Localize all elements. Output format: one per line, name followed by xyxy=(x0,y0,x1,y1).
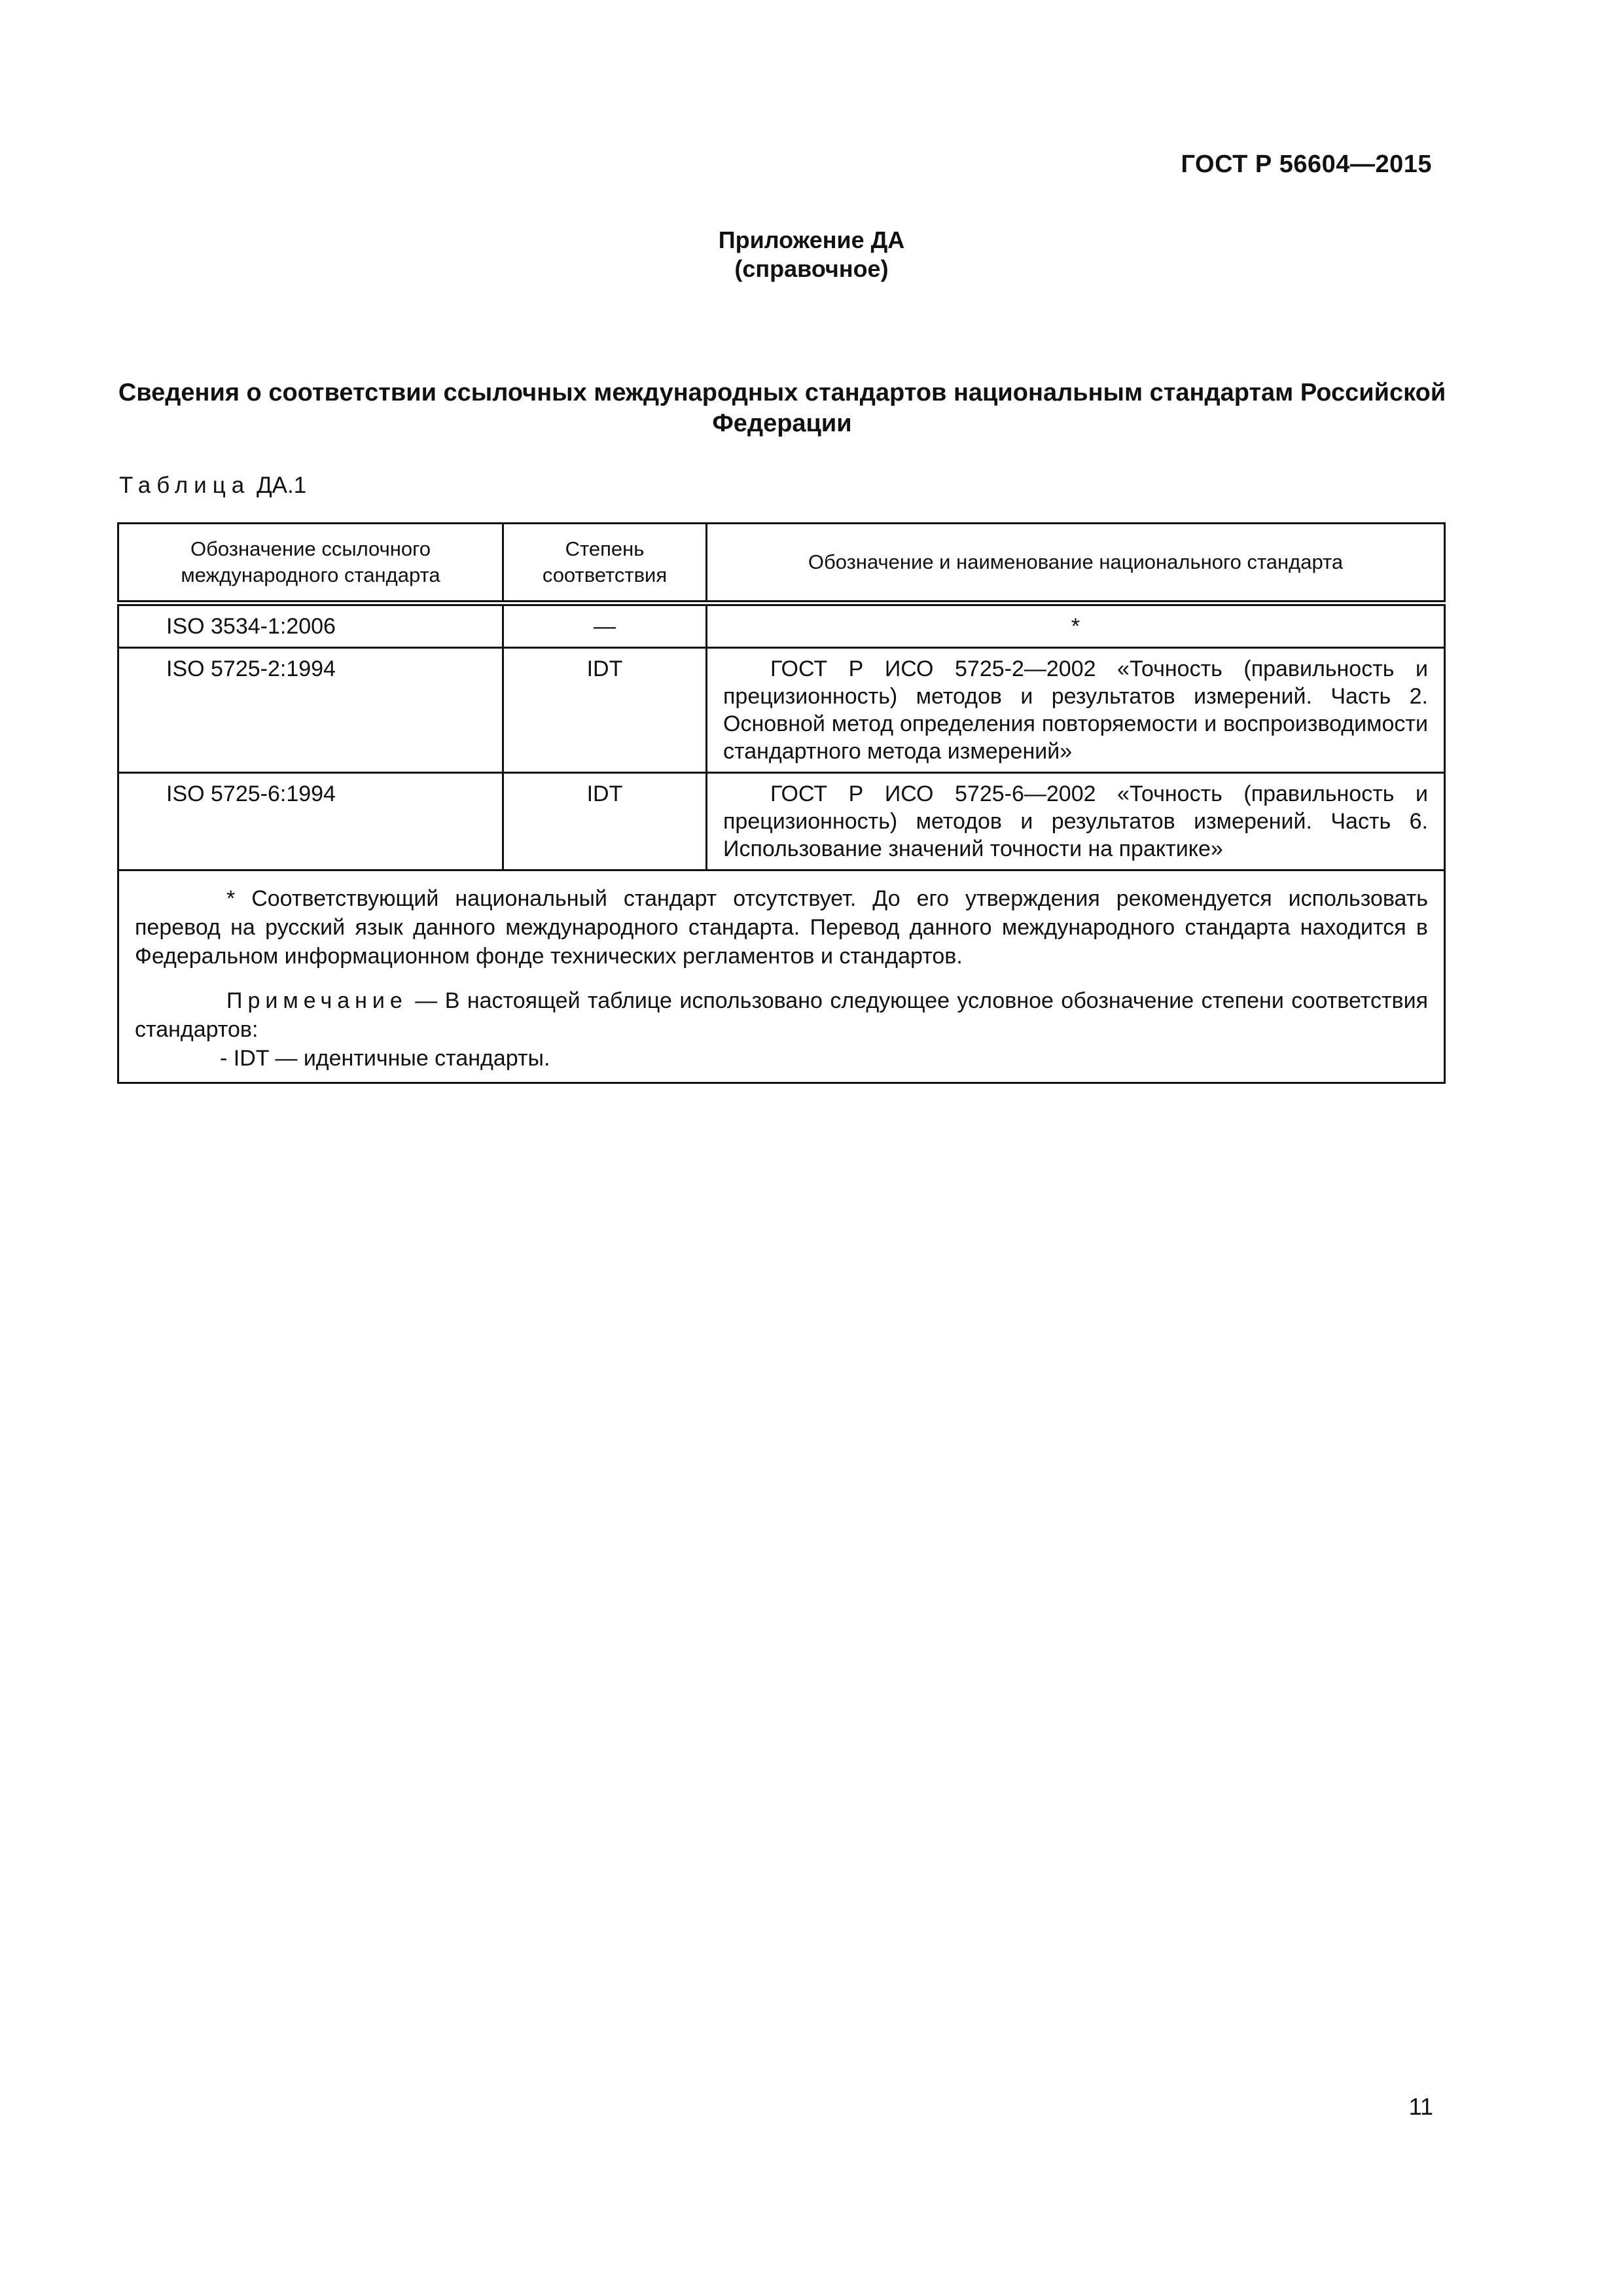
table-row xyxy=(118,773,1445,870)
cell-designation: ISO 5725-6:1994 xyxy=(118,773,503,870)
cell-national xyxy=(707,648,1445,773)
cell-degree: IDT xyxy=(503,773,707,870)
cell-national: * xyxy=(707,603,1445,648)
document-id: ГОСТ Р 56604—2015 xyxy=(1181,151,1432,178)
table-notes-row xyxy=(118,870,1445,1083)
table-notes xyxy=(118,870,1445,1083)
section-title: Сведения о соответствии ссылочных международных стандартов национальным стандартам Российской Федерации xyxy=(118,379,1446,437)
page-number: 11 xyxy=(1408,2093,1433,2120)
note-item: - IDT — идентичные стандарты. xyxy=(220,1046,550,1071)
table-caption xyxy=(119,473,306,499)
header-degree: Степень соответствия xyxy=(503,524,707,603)
conformity-table xyxy=(117,522,1446,1084)
appendix-heading xyxy=(0,226,1623,283)
table-row xyxy=(118,648,1445,773)
note-text: — В настоящей таблице использовано следующее условное обозначение степени соответствия стандартов: xyxy=(135,988,1428,1042)
cell-designation: ISO 5725-2:1994 xyxy=(118,648,503,773)
cell-degree: — xyxy=(503,603,707,648)
cell-designation: ISO 3534-1:2006 xyxy=(118,603,503,648)
header-national: Обозначение и наименование национального стандарта xyxy=(707,524,1445,603)
table-row xyxy=(118,603,1445,648)
note-label: Примечание xyxy=(226,988,408,1013)
table-header-row xyxy=(118,524,1445,603)
cell-degree: IDT xyxy=(503,648,707,773)
appendix-title: Приложение ДА xyxy=(718,226,905,253)
table-caption-number: ДА.1 xyxy=(256,473,307,498)
table-footnote: * Соответствующий национальный стандарт отсутствует. До его утверждения рекомендуется использовать перевод на русский язык данного международного стандарта. Перевод данного международного стандарта находится в Федеральном информационном фонде технических регламентов и стандартов. xyxy=(135,886,1428,969)
appendix-subtitle: (справочное) xyxy=(734,255,889,282)
table-note xyxy=(135,986,1428,1044)
header-designation: Обозначение ссылочного международного стандарта xyxy=(118,524,503,603)
cell-national-text: ГОСТ Р ИСО 5725-2—2002 «Точность (правильность и прецизионность) методов и результатов измерений. Часть 2. Основной метод определения повторяемости и воспроизводимости стандартного метода измерений» xyxy=(723,656,1428,764)
cell-national xyxy=(707,773,1445,870)
cell-national-text: ГОСТ Р ИСО 5725-6—2002 «Точность (правильность и прецизионность) методов и результатов измерений. Часть 6. Использование значений точности на практике» xyxy=(723,781,1428,861)
table-caption-label: Таблица xyxy=(119,473,251,498)
